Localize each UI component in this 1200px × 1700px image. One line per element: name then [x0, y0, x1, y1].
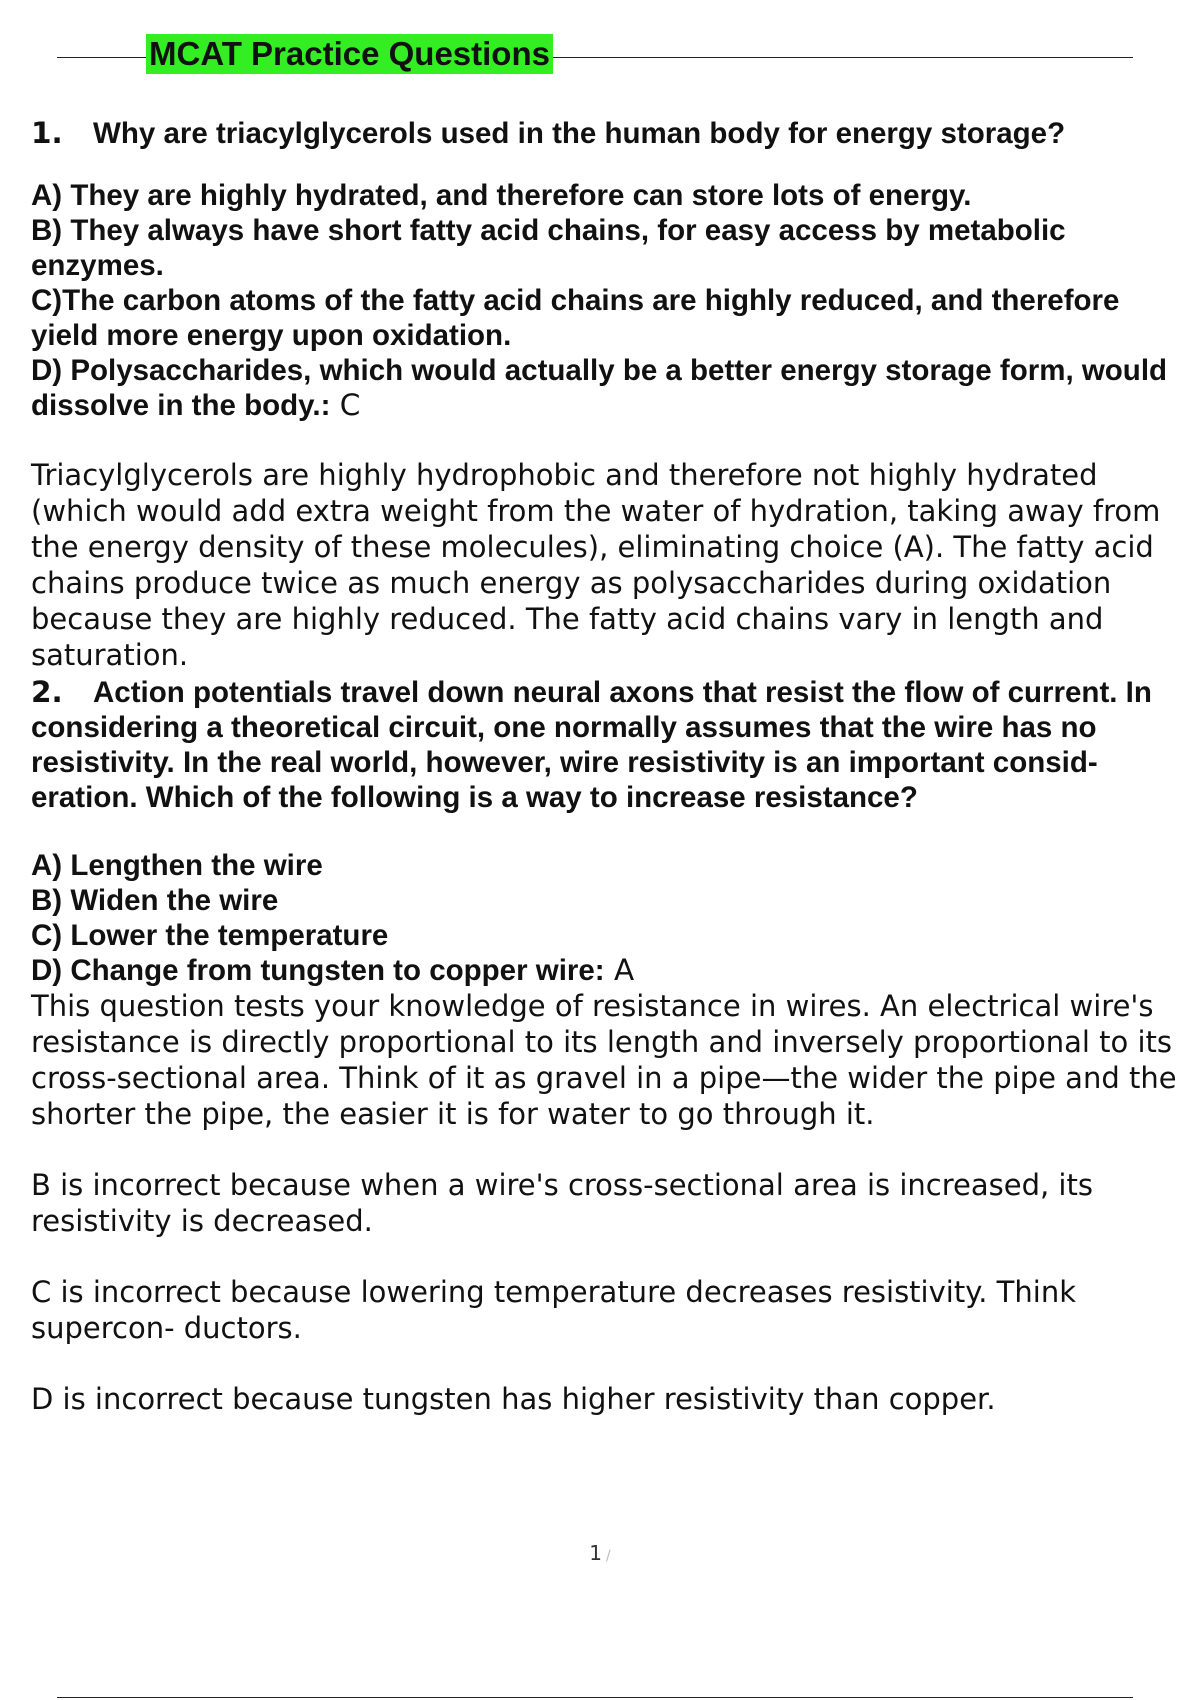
question-2-choices — [31, 848, 1191, 988]
page-number-suffix: / — [606, 1548, 611, 1564]
page-title: MCAT Practice Questions — [146, 34, 553, 74]
choice-1d — [31, 353, 1191, 423]
question-2 — [31, 675, 1191, 815]
question-1 — [31, 116, 1191, 151]
choice-2c: C) Lower the temperature — [31, 919, 389, 952]
question-2-number: 2. — [31, 675, 63, 709]
choice-1a: A) They are highly hydrated, and therefore can store lots of energy. — [31, 179, 972, 212]
choice-2d-text: D) Change from tungsten to copper wire: — [31, 954, 605, 987]
footer-rule — [57, 1697, 1133, 1698]
question-2-explanation-b: B is incorrect because when a wire's cross-sectional area is increased, its resistivity is decreased. — [31, 1168, 1093, 1238]
question-1-text: Why are triacylglycerols used in the human body for energy storage? — [93, 117, 1066, 150]
page-number — [0, 1541, 1200, 1565]
question-1-explanation: Triacylglycerols are highly hydrophobic and therefore not highly hydrated (which would add extra weight from the water of hydration, taking away from the energy density of these molecules), eliminating choice (A). The fatty acid chains produce twice as much energy as polysaccharides during oxidation because they are highly reduced. The fatty acid chains vary in length and saturation. — [31, 458, 1161, 672]
question-1-number: 1. — [31, 116, 63, 150]
choice-2b: B) Widen the wire — [31, 884, 279, 917]
choice-1d-text: D) Polysaccharides, which would actually be a better energy storage form, would dissolve in the body.: — [31, 354, 1168, 422]
question-2-answer: A — [604, 953, 635, 987]
questions-content — [31, 116, 1191, 1417]
question-1-answer: C — [330, 388, 361, 422]
question-2-explanation-d: D is incorrect because tungsten has higher resistivity than copper. — [31, 1382, 996, 1416]
choice-1c: C)The carbon atoms of the fatty acid chains are highly reduced, and therefore yield more energy upon oxidation. — [31, 284, 1120, 352]
choice-2d — [31, 953, 1191, 988]
question-1-choices — [31, 178, 1191, 423]
page-number-value: 1 — [589, 1541, 602, 1565]
choice-2a: A) Lengthen the wire — [31, 849, 323, 882]
question-2-text: Action potentials travel down neural axons that resist the flow of current. In considering a theoretical circuit, one normally assumes that the wire has no resistivity. In the real world, however, wire resistivity is an important consid- eration. Which of the following is a way to increase resistance? — [31, 676, 1152, 814]
question-2-explanation: This question tests your knowledge of resistance in wires. An electrical wire's resistance is directly proportional to its length and inversely proportional to its cross-sectional area. Think of it as gravel in a pipe—the wider the pipe and the shorter the pipe, the easier it is for water to go through it. — [31, 989, 1177, 1131]
choice-1b: B) They always have short fatty acid chains, for easy access by metabolic enzymes. — [31, 214, 1066, 282]
page-header — [57, 30, 1133, 76]
question-2-explanation-c: C is incorrect because lowering temperature decreases resistivity. Think supercon- ductors. — [31, 1275, 1076, 1345]
